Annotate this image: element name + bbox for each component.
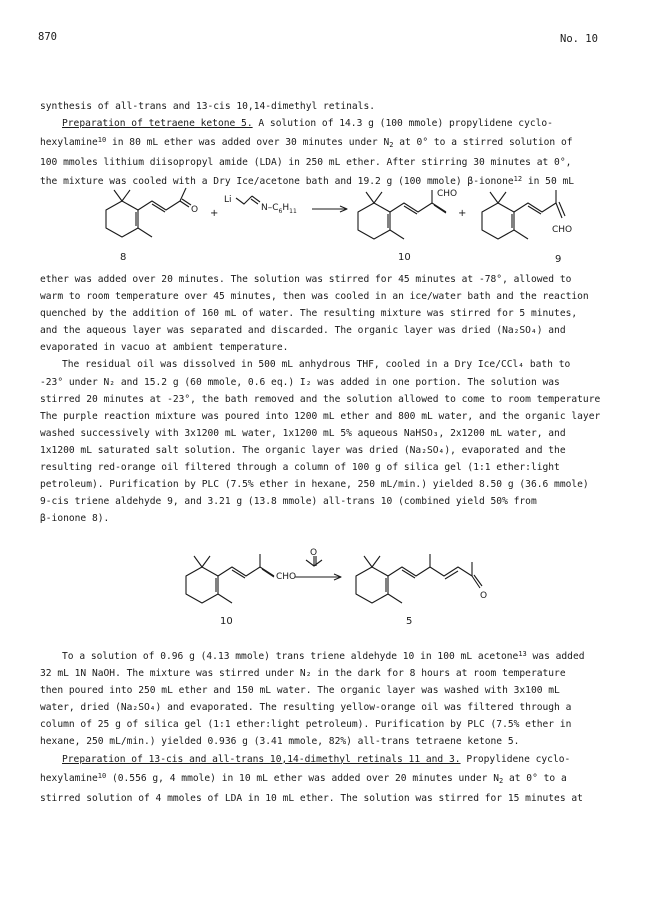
text-line: column of 25 g of silica gel (1:1 ether:light petroleum). Purification by PLC (7.5% ether in — [40, 719, 572, 731]
text-line: 100 mmoles lithium diisopropyl amide (LDA) in 250 mL ether. After stirring 30 minutes at 0°, — [40, 157, 572, 169]
paragraph-block-3 — [40, 646, 652, 807]
text-span: (0.556 g, 4 mmole) in 10 mL ether was added over 20 minutes under N — [106, 772, 499, 784]
aldehyde-label: CHO — [437, 189, 458, 199]
text-line: evaporated in vacuo at ambient temperature. — [40, 342, 289, 354]
reference-superscript: 13 — [518, 650, 527, 658]
text-line: -23° under N₂ and 15.2 g (60 mmole, 0.6 eq.) I₂ was added in one portion. The solution was — [40, 376, 560, 388]
text-line: petroleum). Purification by PLC (7.5% ether in hexane, 250 mL/min.) yielded 8.50 g (36.6 mmole) — [40, 479, 589, 491]
acetone-reagent — [306, 548, 322, 566]
compound-8-structure — [106, 188, 198, 237]
text-line: warm to room temperature over 45 minutes, then was cooled in an ice/water bath and the reaction — [40, 291, 589, 303]
section-heading: Preparation of tetraene ketone 5. — [62, 118, 253, 130]
text-span: hexylamine — [40, 137, 98, 149]
text-line: The residual oil was dissolved in 500 mL anhydrous THF, cooled in a Dry Ice/CCl₄ bath to — [62, 359, 571, 371]
text-line: stirred 20 minutes at -23°, the bath removed and the solution allowed to come to room temperature — [40, 393, 601, 405]
carbonyl-o-label: O — [480, 591, 488, 601]
compound-9-structure — [482, 190, 572, 239]
text-span: in 50 mL — [522, 176, 575, 188]
amine-label: $N-C_6H_{11}$ — [261, 203, 297, 215]
text-line — [40, 751, 652, 768]
text-line: 32 mL 1N NaOH. The mixture was stirred under N₂ in the dark for 8 hours at room temperature — [40, 668, 566, 680]
reaction-scheme-1 — [0, 180, 672, 275]
reference-superscript: 10 — [97, 136, 107, 145]
text-line: 9-cis triene aldehyde 9, and 3.21 g (13.8 mmole) all-trans 10 (combined yield 50% from — [40, 496, 537, 508]
paragraph-block-1 — [40, 98, 652, 190]
text-line — [40, 768, 652, 790]
compound-10-label: 10 — [220, 616, 233, 627]
aldehyde-label: CHO — [276, 572, 297, 582]
text-line: and the aqueous layer was separated and discarded. The organic layer was dried (Na₂SO₄) and — [40, 325, 566, 337]
compound-9-label: 9 — [555, 254, 562, 265]
text-line: water, dried (Na₂SO₄) and evaporated. The resulting yellow-orange oil was filtered through a — [40, 702, 572, 714]
text-span: hexylamine — [40, 772, 98, 784]
text-line: ether was added over 20 minutes. The solution was stirred for 45 minutes at -78°, allowed to — [40, 274, 572, 285]
reference-superscript: 10 — [97, 771, 107, 780]
paragraph-block-2 — [40, 271, 652, 527]
journal-issue: No. 10 — [560, 33, 598, 45]
reaction-scheme-2 — [0, 548, 672, 628]
page-number: 870 — [38, 31, 57, 43]
text-line — [40, 115, 652, 132]
compound-10-label: 10 — [398, 252, 411, 263]
text-line — [40, 646, 652, 665]
compound-5-label: 5 — [406, 616, 413, 627]
text-line: 1x1200 mL saturated salt solution. The organic layer was dried (Na₂SO₄), evaporated and the — [40, 444, 566, 456]
subscript: 2 — [498, 776, 504, 785]
reference-superscript: 12 — [513, 175, 523, 184]
text-line: The purple reaction mixture was poured into 1200 mL ether and 800 mL water, and the organic layer — [40, 410, 601, 422]
lithium-label: Li — [224, 195, 232, 205]
text-span: To a solution of 0.96 g (4.13 mmole) trans triene aldehyde 10 in 100 mL acetone — [62, 651, 519, 662]
compound-10-structure — [358, 189, 457, 239]
text-line: synthesis of all-trans and 13-cis 10,14-dimethyl retinals. — [40, 101, 376, 112]
compound-8-label: 8 — [120, 252, 127, 263]
plus-sign: + — [210, 208, 219, 219]
text-span: A solution of 14.3 g (100 mmole) propylidene cyclo- — [252, 118, 553, 130]
compound-5-structure — [356, 554, 487, 603]
text-line: quenched by the addition of 160 mL of water. The resulting mixture was stirred for 5 minutes, — [40, 308, 578, 320]
acetone-o-label: O — [310, 548, 318, 558]
reagent-structure — [224, 195, 297, 215]
text-line: resulting red-orange oil filtered through a column of 100 g of silica gel (1:1 ether:light — [40, 462, 560, 474]
text-span: at 0° to a stirred solution of — [393, 137, 573, 149]
carbonyl-o-label: O — [191, 205, 199, 215]
aldehyde-label: CHO — [552, 225, 573, 235]
text-span: Propylidene cyclo- — [460, 753, 571, 765]
text-span: was added — [526, 651, 585, 662]
text-span: in 80 mL ether was added over 30 minutes under N — [106, 137, 390, 149]
subscript: 2 — [389, 141, 394, 150]
text-line: β-ionone 8). — [40, 513, 110, 525]
text-span: at 0° to a — [503, 772, 567, 784]
text-line: washed successively with 3x1200 mL water, 1x1200 mL 5% aqueous NaHSO₃, 2x1200 mL water, and — [40, 427, 566, 439]
plus-sign: + — [458, 208, 467, 219]
text-line: then poured into 250 mL ether and 150 mL water. The organic layer was washed with 3x100 mL — [40, 685, 560, 697]
text-line — [40, 132, 652, 154]
compound-10-structure — [186, 554, 296, 603]
text-line: hexane, 250 mL/min.) yielded 0.936 g (3.41 mmole, 82%) all-trans tetraene ketone 5. — [40, 736, 520, 748]
section-heading: Preparation of 13-cis and all-trans 10,14-dimethyl retinals 11 and 3. — [62, 753, 461, 765]
text-span: the mixture was cooled with a Dry Ice/acetone bath and 19.2 g (100 mmole) β-ionone — [40, 176, 514, 188]
text-line: stirred solution of 4 mmoles of LDA in 10 mL ether. The solution was stirred for 15 minutes at — [40, 792, 583, 804]
